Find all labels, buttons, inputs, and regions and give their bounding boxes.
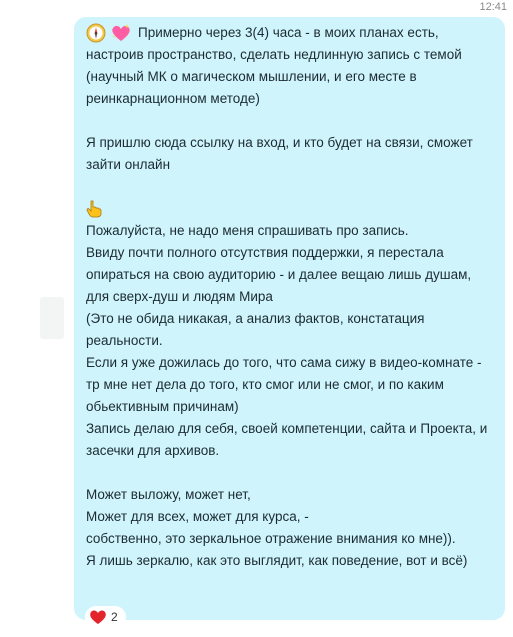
message-line: Запись делаю для себя, своей компетенции, сайта и Проекта, и <box>86 421 488 436</box>
message-line: Может выложу, может нет, <box>86 487 251 502</box>
message-line: Я пришлю сюда ссылку на вход, и кто будет на связи, сможет <box>86 135 473 150</box>
red-heart-icon <box>89 609 107 625</box>
emoji-line <box>86 198 497 220</box>
message-line: реальности. <box>86 333 163 348</box>
message-line: собственно, это зеркальное отражение внимания ко мне)). <box>86 531 456 546</box>
message-bubble[interactable] <box>74 17 505 620</box>
message-line: (Это не обида никакая, а анализ фактов, констатация <box>86 311 425 326</box>
message-line: для сверх-душ и людям Мира <box>86 289 273 304</box>
message-line: Ввиду почти полного отсутствия поддержки, я перестала <box>86 245 444 260</box>
pointing-down-hand-icon <box>86 200 102 218</box>
message-line <box>86 22 497 44</box>
reaction-count: 2 <box>111 610 118 624</box>
message-line: обьективным причинам) <box>86 399 239 414</box>
message-line: Пожалуйста, не надо меня спрашивать про запись. <box>86 223 409 238</box>
blank-line <box>86 176 497 198</box>
message-line: реинкарнационном методе) <box>86 91 260 106</box>
message-text: Примерно через 3(4) часа - в моих планах есть, <box>138 25 439 40</box>
message-line: засечки для архивов. <box>86 443 220 458</box>
compass-icon <box>86 23 106 43</box>
emoji-group <box>86 23 132 43</box>
message-line: зайти онлайн <box>86 157 171 172</box>
blank-line <box>86 462 497 484</box>
message-line: опираться на свою аудиторию - и далее вещаю лишь душам, <box>86 267 472 282</box>
side-placeholder <box>40 297 64 339</box>
message-line: (научный МК о магическом мышлении, и его месте в <box>86 69 417 84</box>
reaction-badge[interactable] <box>85 606 126 628</box>
heart-with-sparkles-icon <box>110 23 132 43</box>
message-line: Если я уже дожилась до того, что сама сижу в видео-комнате - <box>86 355 482 370</box>
message-timestamp: 12:41 <box>479 1 507 13</box>
message-line: Может для всех, может для курса, - <box>86 509 309 524</box>
message-line: настроив пространство, сделать недлинную запись с темой <box>86 47 462 62</box>
blank-line <box>86 110 497 132</box>
message-line: тр мне нет дела до того, кто смог или не смог, и по каким <box>86 377 444 392</box>
message-line: Я лишь зеркалю, как это выглядит, как поведение, вот и всё) <box>86 553 468 568</box>
